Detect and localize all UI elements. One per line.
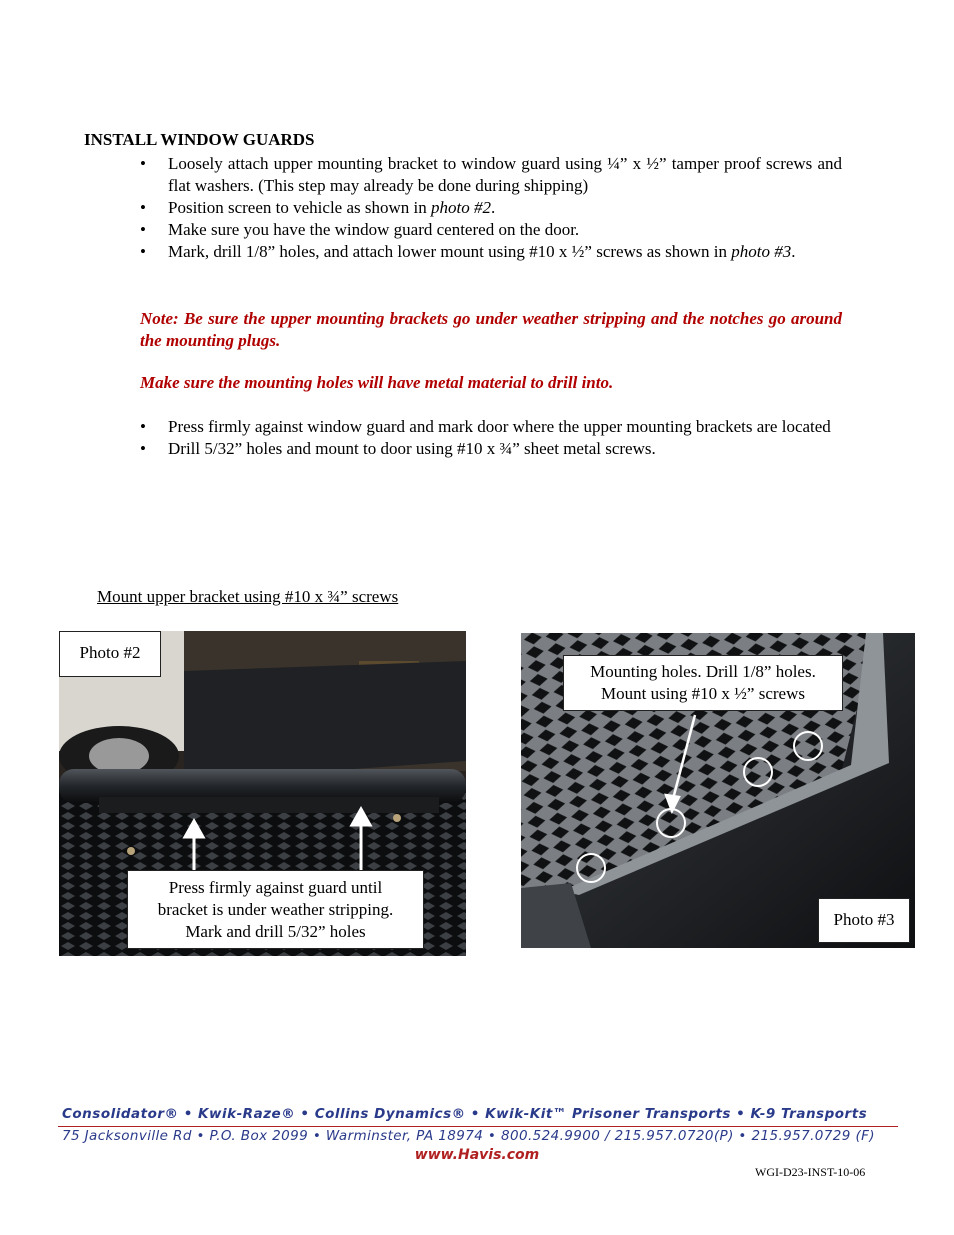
section-heading: INSTALL WINDOW GUARDS (84, 130, 315, 149)
photo-3-callout: Mounting holes. Drill 1/8” holes. Mount using #10 x ½” screws (563, 655, 843, 711)
list-item: • Make sure you have the window guard centered on the door. (140, 219, 842, 241)
instruction-list-a (140, 153, 842, 263)
footer-address: 75 Jacksonville Rd • P.O. Box 2099 • Warminster, PA 18974 • 800.524.9900 / 215.957.0720(P) • 215.957.0729 (F) (62, 1128, 875, 1144)
footer-website-link[interactable]: www.Havis.com (414, 1147, 540, 1163)
photo-reference: photo #3 (731, 242, 792, 261)
footer-divider (58, 1126, 898, 1127)
note-weather-stripping: Note: Be sure the upper mounting brackets go under weather stripping and the notches go around the mounting plugs. (140, 309, 842, 350)
photo-3-image (521, 633, 915, 948)
document-number: WGI-D23-INST-10-06 (755, 1165, 866, 1179)
list-item: • Mark, drill 1/8” holes, and attach lower mount using #10 x ½” screws as shown in photo #3. (140, 241, 842, 263)
instruction-list-b (140, 416, 842, 460)
photo-caption: Mount upper bracket using #10 x ¾” screws (97, 587, 399, 606)
list-item: • Position screen to vehicle as shown in photo #2. (140, 197, 842, 219)
list-item: • Drill 5/32” holes and mount to door using #10 x ¾” sheet metal screws. (140, 438, 842, 460)
photo-reference: photo #2 (431, 198, 491, 217)
photo-2-callout: Press firmly against guard until bracket is under weather stripping. Mark and drill 5/32” holes (127, 870, 424, 949)
list-item: • Loosely attach upper mounting bracket to window guard using ¼” x ½” tamper proof screws and flat washers. (This step may already be done during shipping) (140, 153, 842, 197)
note-metal-material: Make sure the mounting holes will have metal material to drill into. (140, 373, 614, 392)
list-item: • Press firmly against window guard and mark door where the upper mounting brackets are located (140, 416, 842, 438)
footer-brands: Consolidator® • Kwik-Raze® • Collins Dynamics® • Kwik-Kit™ Prisoner Transports • K-9 Transports (62, 1106, 868, 1122)
photo-2-image (59, 631, 466, 956)
photo-2-label: Photo #2 (59, 631, 161, 677)
photo-3-label: Photo #3 (818, 898, 910, 943)
